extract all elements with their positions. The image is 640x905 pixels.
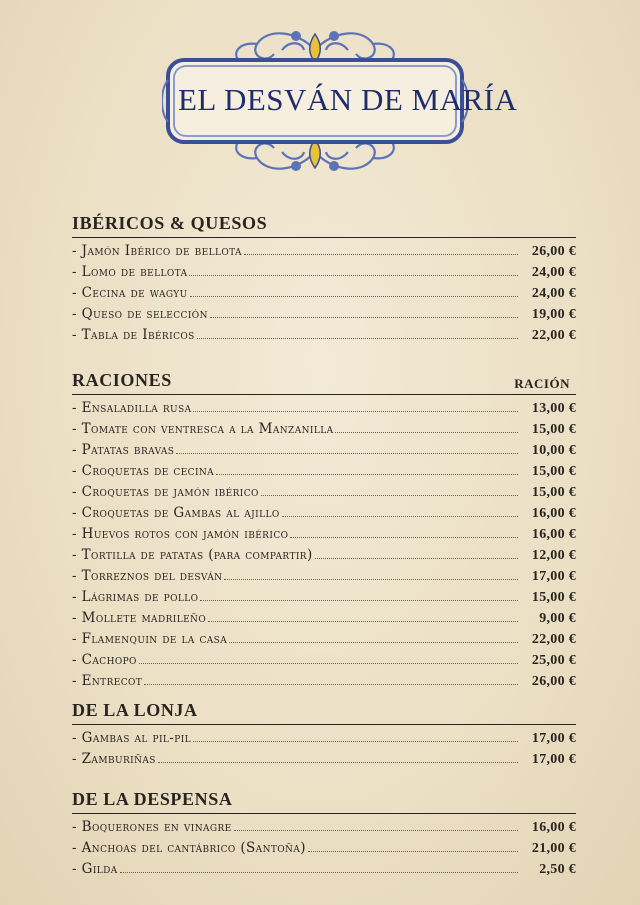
item-price: 17,00 €	[531, 731, 576, 746]
item-price: 9,00 €	[539, 611, 576, 626]
restaurant-title: EL DESVÁN DE MARÍA	[178, 82, 518, 117]
section-title-text: DE LA LONJA	[72, 700, 198, 720]
dot-leader	[200, 599, 518, 601]
menu-item	[72, 421, 576, 442]
item-price: 15,00 €	[531, 464, 576, 479]
section-title	[72, 370, 576, 395]
section-title-text: RACIONES	[72, 370, 172, 390]
item-name: - Anchoas del cantábrico (Santoña)	[72, 840, 306, 856]
item-name: - Queso de selección	[72, 306, 208, 322]
dot-leader	[229, 641, 518, 643]
item-list	[72, 819, 576, 882]
dot-leader	[210, 316, 518, 318]
menu-item	[72, 652, 576, 673]
dot-leader	[335, 431, 518, 433]
menu-item	[72, 673, 576, 694]
item-price: 22,00 €	[531, 328, 576, 343]
item-name: - Flamenquin de la casa	[72, 631, 228, 647]
dot-leader	[193, 410, 518, 412]
dot-leader	[315, 557, 518, 559]
dot-leader	[197, 337, 518, 339]
dot-leader	[208, 620, 518, 622]
item-price: 24,00 €	[531, 265, 576, 280]
item-name: - Jamón Ibérico de bellota	[72, 243, 242, 259]
item-name: - Gambas al pil-pil	[72, 730, 192, 746]
item-price: 26,00 €	[531, 674, 576, 689]
section-title-text: IBÉRICOS & QUESOS	[72, 213, 268, 233]
menu-item	[72, 306, 576, 327]
section-despensa	[72, 789, 576, 882]
item-price: 22,00 €	[531, 632, 576, 647]
menu-item	[72, 631, 576, 652]
menu-item	[72, 610, 576, 631]
item-name: - Entrecot	[72, 673, 143, 689]
menu-item	[72, 243, 576, 264]
menu-item	[72, 840, 576, 861]
item-price: 10,00 €	[531, 443, 576, 458]
item-list	[72, 400, 576, 694]
menu-item	[72, 400, 576, 421]
dot-leader	[144, 683, 518, 685]
item-price: 17,00 €	[531, 752, 576, 767]
item-name: - Huevos rotos con jamón ibérico	[72, 526, 289, 542]
item-name: - Tomate con ventresca a la Manzanilla	[72, 421, 334, 437]
item-name: - Tortilla de patatas (para compartir)	[72, 547, 313, 563]
section-lonja	[72, 700, 576, 772]
menu-item	[72, 505, 576, 526]
item-price: 19,00 €	[531, 307, 576, 322]
dot-leader	[308, 850, 518, 852]
item-name: - Cachopo	[72, 652, 137, 668]
item-name: - Boquerones en vinagre	[72, 819, 232, 835]
item-name: - Lomo de bellota	[72, 264, 188, 280]
item-name: - Tabla de Ibéricos	[72, 327, 195, 343]
section-ibericos	[72, 213, 576, 348]
item-name: - Croquetas de Gambas al ajillo	[72, 505, 280, 521]
item-price: 17,00 €	[531, 569, 576, 584]
section-raciones	[72, 370, 576, 694]
item-name: - Croquetas de jamón ibérico	[72, 484, 259, 500]
item-name: - Patatas bravas	[72, 442, 175, 458]
item-price: 15,00 €	[531, 590, 576, 605]
item-price: 12,00 €	[531, 548, 576, 563]
menu-item	[72, 547, 576, 568]
item-name: - Ensaladilla rusa	[72, 400, 192, 416]
item-list	[72, 243, 576, 348]
item-price: 25,00 €	[531, 653, 576, 668]
item-name: - Torreznos del desván	[72, 568, 223, 584]
item-price: 24,00 €	[531, 286, 576, 301]
menu-item	[72, 568, 576, 589]
menu-item	[72, 484, 576, 505]
menu-item	[72, 589, 576, 610]
item-name: - Cecina de wagyu	[72, 285, 188, 301]
menu-item	[72, 442, 576, 463]
dot-leader	[193, 740, 518, 742]
menu-item	[72, 861, 576, 882]
item-price: 2,50 €	[539, 862, 576, 877]
item-price: 13,00 €	[531, 401, 576, 416]
portion-label: RACIÓN	[514, 376, 570, 391]
menu-item	[72, 526, 576, 547]
section-title	[72, 789, 576, 814]
dot-leader	[224, 578, 518, 580]
dot-leader	[189, 274, 518, 276]
section-title	[72, 700, 576, 725]
item-price: 16,00 €	[531, 506, 576, 521]
item-name: - Mollete madrileño	[72, 610, 207, 626]
dot-leader	[244, 253, 518, 255]
menu-item	[72, 463, 576, 484]
item-name: - Gilda	[72, 861, 118, 877]
section-title-text: DE LA DESPENSA	[72, 789, 233, 809]
menu-item	[72, 730, 576, 751]
menu-item	[72, 264, 576, 285]
dot-leader	[139, 662, 518, 664]
item-name: - Croquetas de cecina	[72, 463, 215, 479]
dot-leader	[282, 515, 518, 517]
dot-leader	[261, 494, 518, 496]
dot-leader	[120, 871, 518, 873]
dot-leader	[158, 761, 518, 763]
dot-leader	[216, 473, 518, 475]
item-price: 26,00 €	[531, 244, 576, 259]
menu-item	[72, 819, 576, 840]
menu-item	[72, 285, 576, 306]
dot-leader	[234, 829, 518, 831]
menu-item	[72, 327, 576, 348]
item-list	[72, 730, 576, 772]
dot-leader	[176, 452, 518, 454]
item-price: 16,00 €	[531, 820, 576, 835]
item-price: 21,00 €	[531, 841, 576, 856]
item-name: - Lágrimas de pollo	[72, 589, 199, 605]
dot-leader	[290, 536, 518, 538]
menu-item	[72, 751, 576, 772]
section-title	[72, 213, 576, 238]
item-price: 15,00 €	[531, 422, 576, 437]
item-price: 16,00 €	[531, 527, 576, 542]
item-name: - Zamburiñas	[72, 751, 156, 767]
dot-leader	[190, 295, 518, 297]
item-price: 15,00 €	[531, 485, 576, 500]
